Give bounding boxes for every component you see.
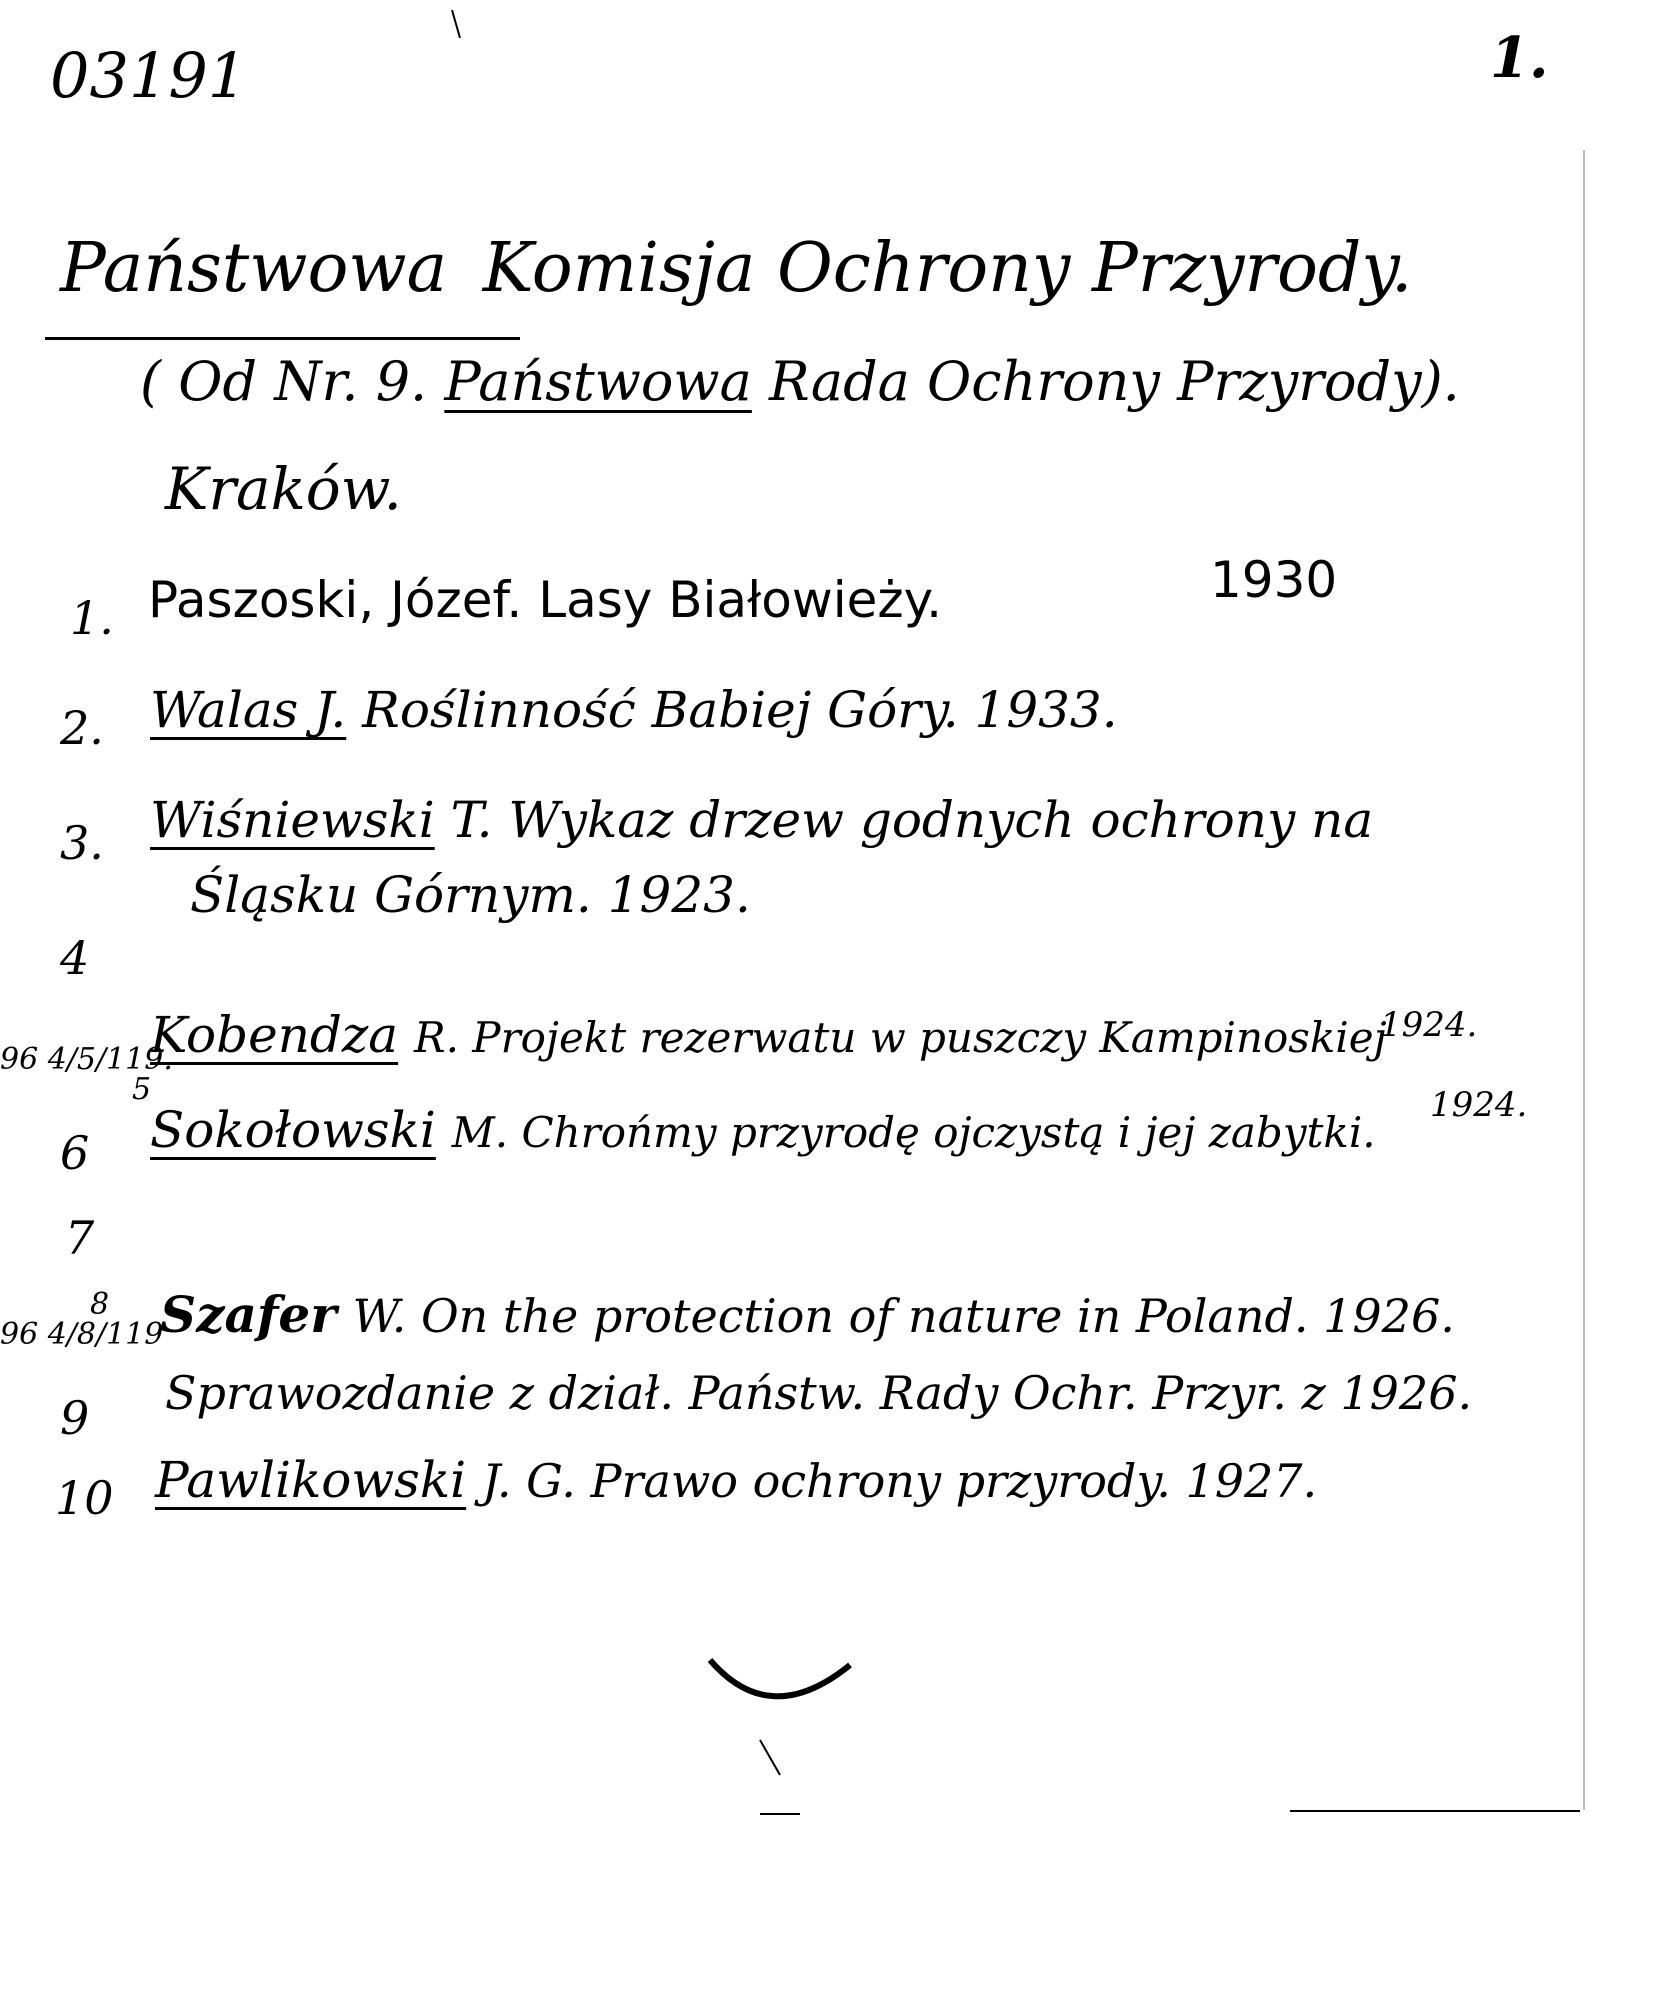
right-edge-line xyxy=(1583,150,1585,1810)
title-underline xyxy=(45,337,520,340)
entry-number: 2. xyxy=(60,701,104,755)
catalog-number: 03191 xyxy=(50,39,248,112)
entry-line xyxy=(150,1006,1387,1064)
entry-line xyxy=(150,791,1374,849)
entry-text: R. Projekt rezerwatu w puszczy Kampinoskiej xyxy=(413,1013,1387,1062)
entry-author: Szafer xyxy=(160,1285,337,1344)
entry-number: 1. xyxy=(70,591,114,645)
entry-author: Walas J. xyxy=(150,681,347,739)
side-shelfmark: 96 4/5/119. xyxy=(0,1042,173,1077)
title-city: Kraków. xyxy=(165,455,402,523)
title-rest: Komisja Ochrony Przyrody. xyxy=(482,229,1413,308)
bottom-rule-left xyxy=(760,1813,800,1815)
entry-author: Kobendza xyxy=(150,1006,399,1064)
entry-author: Pawlikowski xyxy=(155,1451,467,1509)
title-line-2-prefix: ( Od Nr. 9. xyxy=(140,350,428,413)
title-underlined-word: Państwowa xyxy=(60,229,448,308)
entry-number: 3. xyxy=(60,816,104,870)
entry-number: 9 xyxy=(60,1391,90,1445)
entry-line xyxy=(155,1451,1318,1509)
entry-year: 1930 xyxy=(1210,551,1338,609)
entry-text: Roślinność Babiej Góry. 1933. xyxy=(362,681,1118,739)
title-line-2-underlined: Państwowa xyxy=(444,350,752,413)
entry-line xyxy=(160,1285,1455,1344)
entry-text: T. Wykaz drzew godnych ochrony na xyxy=(450,791,1374,849)
title-line-1 xyxy=(60,229,1413,308)
entry-author: Wiśniewski xyxy=(150,791,435,849)
entry-number: 4 xyxy=(60,931,90,985)
top-tick-mark xyxy=(448,8,468,48)
entry-continuation: Śląsku Górnym. 1923. xyxy=(190,866,751,924)
bottom-rule xyxy=(1290,1810,1580,1812)
ink-curve-mark xyxy=(700,1640,860,1780)
entry-text: Paszoski, Józef. Lasy Białowieży. xyxy=(148,571,943,629)
entry-author: Sokołowski xyxy=(150,1101,436,1159)
entry-number: 7 xyxy=(65,1211,95,1265)
side-shelfmark: 96 4/8/119 xyxy=(0,1317,164,1352)
entry-text: Sprawozdanie z dział. Państw. Rady Ochr. Przyr. z 1926. xyxy=(165,1366,1473,1420)
entry-year: 1924. xyxy=(1430,1085,1528,1125)
entry-line xyxy=(150,1101,1376,1159)
entry-number: 8 xyxy=(90,1287,110,1322)
page-number: 1. xyxy=(1490,25,1549,91)
entry-number: 10 xyxy=(55,1471,114,1525)
entry-text: M. Chrońmy przyrodę ojczystą i jej zabytki. xyxy=(451,1108,1376,1157)
entry-number: 5 xyxy=(132,1072,152,1107)
entry-text: J. G. Prawo ochrony przyrody. 1927. xyxy=(482,1454,1318,1508)
entry-text: W. On the protection of nature in Poland. 1926. xyxy=(352,1289,1455,1343)
title-line-2 xyxy=(140,350,1460,413)
title-line-2-suffix: Rada Ochrony Przyrody). xyxy=(769,350,1460,413)
entry-number: 6 xyxy=(60,1126,90,1180)
entry-year: 1924. xyxy=(1380,1005,1478,1045)
entry-line xyxy=(150,681,1118,739)
